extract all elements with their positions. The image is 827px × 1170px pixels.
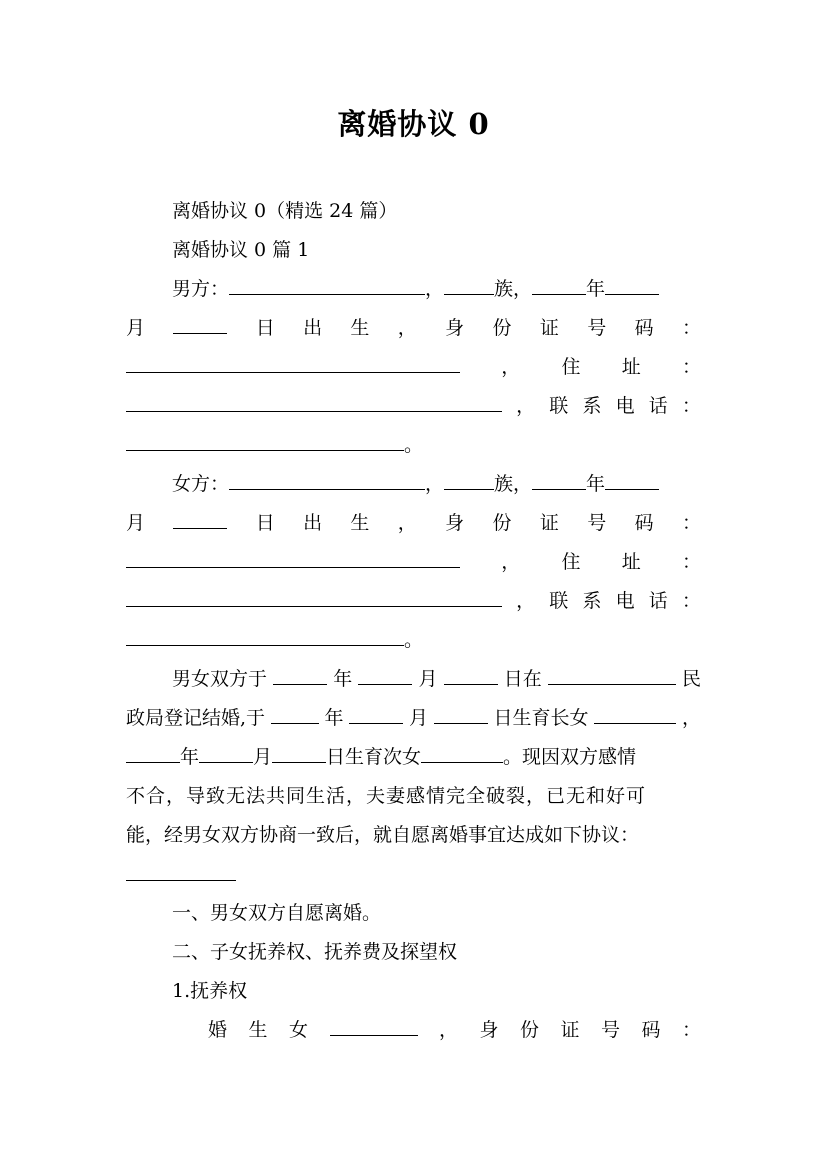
blank-child-name — [330, 1017, 418, 1036]
clause-two: 二、子女抚养权、抚养费及探望权 — [172, 941, 458, 963]
male-line-3: ， 住 址 ： — [126, 354, 701, 380]
blank-ethnicity — [444, 471, 494, 490]
blank-year — [532, 276, 586, 295]
blank-id — [126, 354, 460, 373]
blank-ethnicity — [444, 276, 494, 295]
section-heading: 离婚协议 0 篇 1 — [172, 239, 310, 261]
marriage-line-3: 年 月 日生育次女 。现因双方感情 — [126, 744, 701, 770]
blank-year — [532, 471, 586, 490]
blank-month — [605, 471, 659, 490]
blank-phone — [126, 627, 404, 646]
blank-name — [229, 471, 425, 490]
marriage-line-2: 政局登记结婚,于 年 月 日生育长女 ， — [126, 707, 701, 729]
marriage-line-5: 能，经男女双方协商一致后，就自愿离婚事宜达成如下协议： — [126, 824, 640, 846]
female-line-1: 女方： ， 族， 年 — [172, 471, 701, 497]
female-line-3: ， 住 址 ： — [126, 549, 701, 575]
child-line: 婚 生 女 ， 身 份 证 号 码 ： — [208, 1019, 701, 1041]
male-line-2: 月 日 出 生 ， 身 份 证 号 码 ： — [126, 317, 701, 339]
page-title: 离婚协议 0 — [337, 107, 490, 141]
male-line-4: ， 联 系 电 话 ： — [126, 393, 701, 419]
male-line-5: 。 — [126, 432, 701, 458]
blank-month — [605, 276, 659, 295]
blank-address — [126, 393, 502, 412]
female-line-4: ， 联 系 电 话 ： — [126, 588, 701, 614]
blank-day — [173, 315, 227, 334]
subtitle: 离婚协议 0（精选 24 篇） — [172, 200, 398, 222]
male-line-1: 男方： ， 族， 年 — [172, 276, 701, 302]
blank-name — [229, 276, 425, 295]
female-line-2: 月 日 出 生 ， 身 份 证 号 码 ： — [126, 512, 701, 534]
marriage-line-1: 男女双方于 年 月 日在 民 — [172, 668, 701, 690]
blank-day — [173, 510, 227, 529]
signature-blank — [126, 880, 236, 881]
female-line-5: 。 — [126, 627, 701, 653]
marriage-line-4: 不合，导致无法共同生活，夫妻感情完全破裂，已无和好可 — [126, 785, 647, 807]
blank-phone — [126, 432, 404, 451]
blank-address — [126, 588, 502, 607]
blank-id — [126, 549, 460, 568]
clause-one: 一、男女双方自愿离婚。 — [172, 902, 382, 924]
custody-heading: 1.抚养权 — [172, 980, 248, 1002]
